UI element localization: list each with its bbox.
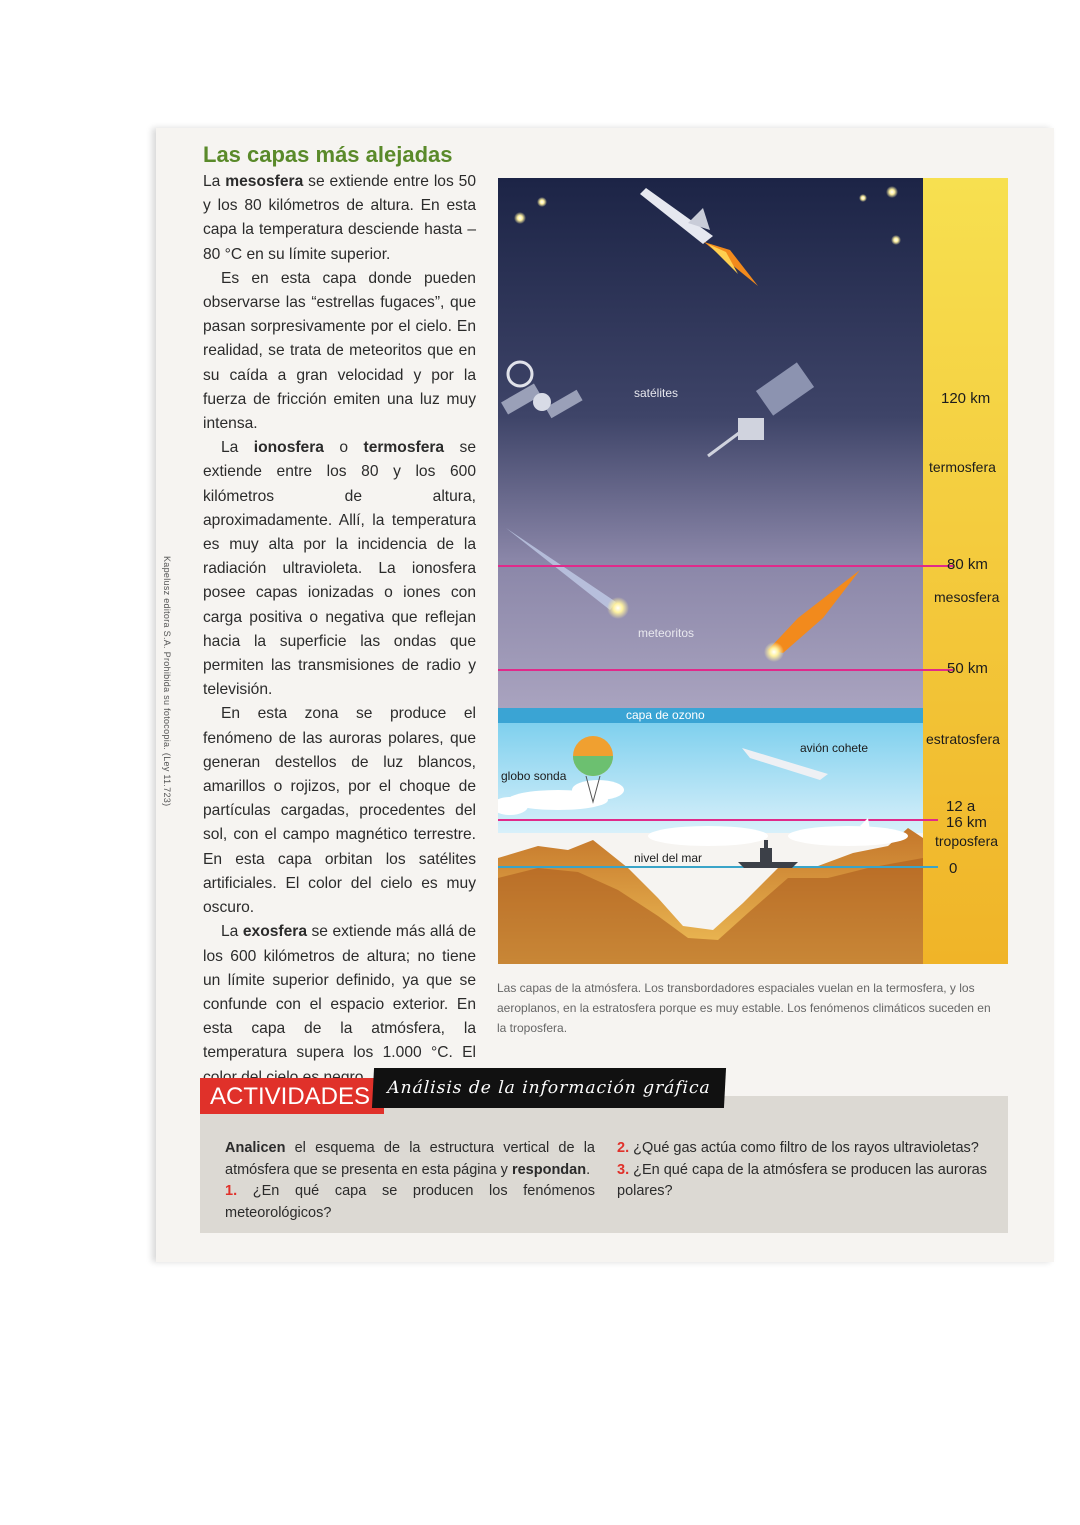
question-3: 3. ¿En qué capa de la atmósfera se producen las auroras polares? [617,1161,987,1199]
activities-intro: Analicen el esquema de la estructura vertical de la atmósfera que se presenta en esta página y respondan. [225,1140,595,1178]
scale-troposphere: troposfera [935,833,999,849]
label-ozone-layer: capa de ozono [626,708,705,722]
paragraph-auroras: En esta zona se produce el fenómeno de las auroras polares, que generan destellos de luz blancos, amarillos o rojizos, por el choque de partículas cargadas, procedentes del sol, con el campo magnético terrestre. En esta capa orbitan los satélites artificiales. El color del cielo es muy oscuro. [203,705,476,917]
label-meteorites: meteoritos [638,626,695,640]
scale-zero: 0 [949,860,958,877]
ozone-layer-band [498,708,923,723]
scale-120km: 120 km [941,390,991,407]
activities-subtitle: Análisis de la información gráfica [372,1068,726,1108]
paragraph-shooting-stars: Es en esta capa donde pueden observarse las “estrellas fugaces”, que pasan sorpresivamente por el cielo. En realidad, se trata de meteoritos que en su caída a gran velocidad y por la fuerza de fricción emiten una luz muy intensa. [203,269,476,433]
label-sea-level: nivel del mar [634,851,703,865]
scale-stratosphere: estratosfera [926,731,1000,747]
scale-50km: 50 km [947,660,988,677]
side-note-text: Kapelusz editora S.A. Prohibida su fotocopia. (Ley 11.723) [162,556,172,807]
question-1: 1. ¿En qué capa se producen los fenómenos meteorológicos? [225,1183,595,1221]
activities-tag: ACTIVIDADES [200,1078,384,1114]
copyright-side-note [162,556,182,846]
scale-mesosphere: mesosfera [934,589,1000,605]
atmosphere-layers-diagram [498,178,1008,964]
upper-sky [498,178,923,708]
ship-icon [738,840,798,868]
scale-16km: 16 km [946,814,987,831]
paragraph-ionosfera: La ionosfera o termosfera se extiende entre los 80 y los 600 kilómetros de altura, aproximadamente. Allí, la temperatura es muy alta por la incidencia de la radiación ultravioleta. La ionosfera posee capas ionizadas o iones con carga positiva o negativa que reflejan hacia la superficie las ondas que permiten las transmisiones de radio y televisión. [203,439,477,699]
label-weather-balloon: globo sonda [501,769,567,783]
activities-column-right [617,1138,992,1203]
question-2: 2. ¿Qué gas actúa como filtro de los rayos ultravioletas? [617,1140,979,1156]
scale-12-a: 12 a [946,798,976,815]
label-satellites: satélites [634,386,679,400]
diagram-caption: Las capas de la atmósfera. Los transbordadores espaciales vuelan en la termosfera, y los aeroplanos, en la estratosfera porque es muy estable. Los fenómenos climáticos suceden en la troposfera. [497,981,991,1035]
scale-80km: 80 km [947,556,988,573]
paragraph-exosfera: La exosfera se extiende más allá de los 600 kilómetros de altura; no tiene un límite superior definido, ya que se confunde con el espacio exterior. En esta capa de la atmósfera, la temperatura supera los 1.000 °C. El [203,923,476,1062]
activities-column-left [225,1138,595,1224]
body-text [203,170,476,1090]
paragraph-mesosfera: La mesosfera se extiende entre los 50 y los 80 kilómetros de altura. En esta capa la temperatura desciende hasta –80 °C en su límite superior. [203,173,476,263]
section-title: Las capas más alejadas [203,142,453,167]
label-rocket-plane: avión cohete [800,741,869,755]
mountains-shade [498,858,923,964]
scale-thermosphere: termosfera [929,459,996,475]
